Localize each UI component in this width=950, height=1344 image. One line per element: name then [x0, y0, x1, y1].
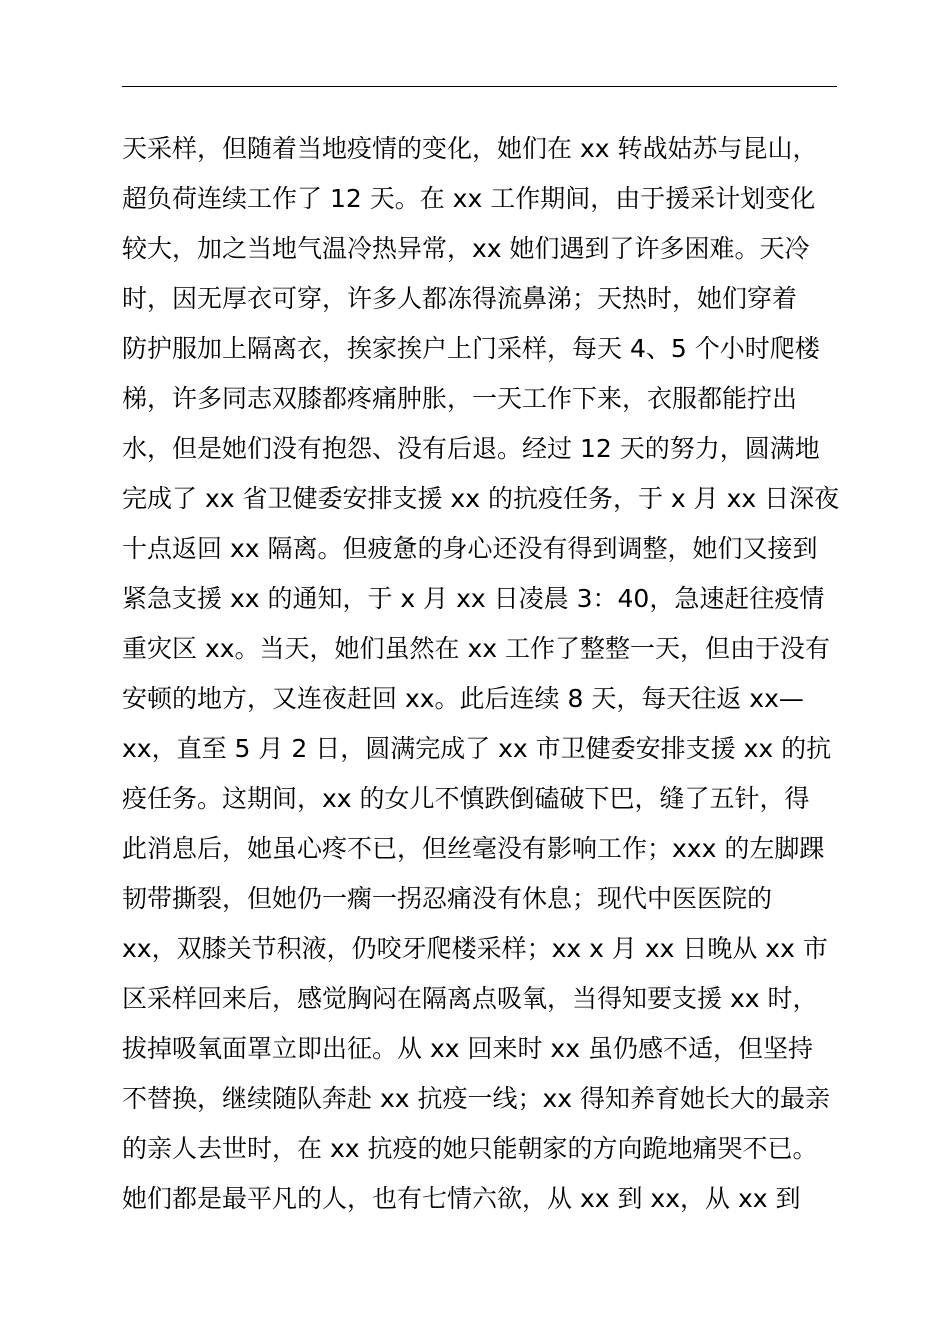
- text-line: 水，但是她们没有抱怨、没有后退。经过 12 天的努力，圆满地: [122, 434, 820, 463]
- text-line: xx，直至 5 月 2 日，圆满完成了 xx 市卫健委安排支援 xx 的抗: [122, 734, 832, 763]
- text-line: 安顿的地方，又连夜赶回 xx。此后连续 8 天，每天往返 xx—: [122, 684, 804, 713]
- text-line: 天采样，但随着当地疫情的变化，她们在 xx 转战姑苏与昆山，: [122, 134, 818, 163]
- text-line: 重灾区 xx。当天，她们虽然在 xx 工作了整整一天，但由于没有: [122, 634, 831, 663]
- text-line: 疫任务。这期间，xx 的女儿不慎跌倒磕破下巴，缝了五针，得: [122, 784, 810, 813]
- text-line: 紧急支援 xx 的通知，于 x 月 xx 日凌晨 3：40，急速赶往疫情: [122, 584, 825, 613]
- text-line: 梯，许多同志双膝都疼痛肿胀，一天工作下来，衣服都能拧出: [122, 384, 798, 413]
- text-line: 完成了 xx 省卫健委安排支援 xx 的抗疫任务，于 x 月 xx 日深夜: [122, 484, 840, 513]
- text-line: 超负荷连续工作了 12 天。在 xx 工作期间，由于援采计划变化: [122, 184, 816, 213]
- text-line: 较大，加之当地气温冷热异常，xx 她们遇到了许多困难。天冷: [122, 234, 810, 263]
- text-line: 不替换，继续随队奔赴 xx 抗疫一线；xx 得知养育她长大的最亲: [122, 1084, 831, 1113]
- text-line: 防护服加上隔离衣，挨家挨户上门采样，每天 4、5 个小时爬楼: [122, 334, 820, 363]
- text-line: xx，双膝关节积液，仍咬牙爬楼采样；xx x 月 xx 日晚从 xx 市: [122, 934, 828, 963]
- text-line: 韧带撕裂，但她仍一瘸一拐忍痛没有休息；现代中医医院的: [122, 884, 773, 913]
- text-line: 十点返回 xx 隔离。但疲惫的身心还没有得到调整，她们又接到: [122, 534, 818, 563]
- text-line: 时，因无厚衣可穿，许多人都冻得流鼻涕；天热时，她们穿着: [122, 284, 798, 313]
- text-line: 拔掉吸氧面罩立即出征。从 xx 回来时 xx 虽仍感不适，但坚持: [122, 1034, 813, 1063]
- header-rule: [122, 86, 837, 87]
- text-line: 区采样回来后，感觉胸闷在隔离点吸氧，当得知要支援 xx 时，: [122, 984, 818, 1013]
- text-line: 她们都是最平凡的人，也有七情六欲，从 xx 到 xx，从 xx 到: [122, 1184, 801, 1213]
- text-line: 此消息后，她虽心疼不已，但丝毫没有影响工作；xxx 的左脚踝: [122, 834, 825, 863]
- body-text: [122, 124, 842, 1224]
- text-line: 的亲人去世时，在 xx 抗疫的她只能朝家的方向跪地痛哭不已。: [122, 1134, 818, 1163]
